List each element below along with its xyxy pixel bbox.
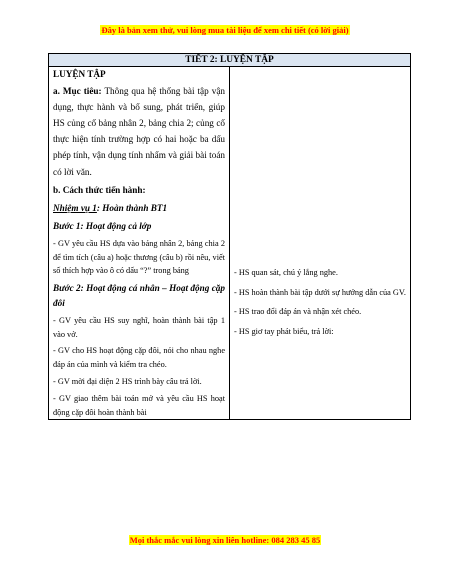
step2-title: Bước 2: Hoạt động cá nhân – Hoạt động cặp đôi bbox=[53, 283, 225, 308]
objective-label: a. Mục tiêu: bbox=[53, 85, 102, 96]
student-activity-cell bbox=[230, 67, 411, 420]
hotline-banner bbox=[0, 535, 450, 545]
table-row bbox=[49, 67, 411, 420]
student-activity-item: - HS quan sát, chú ý lắng nghe. bbox=[234, 268, 338, 277]
step2-item: - GV giao thêm bài toán mở và yêu cầu HS hoạt động cặp đôi hoàn thành bài bbox=[53, 394, 225, 417]
teacher-activity-cell bbox=[49, 67, 230, 420]
student-activity-item: - HS trao đổi đáp án và nhận xét chéo. bbox=[234, 307, 362, 317]
step2-item: - GV mời đại diện 2 HS trình bày câu trả lời. bbox=[53, 377, 202, 387]
section-title: LUYỆN TẬP bbox=[53, 69, 106, 79]
student-activity-item: - HS giơ tay phát biểu, trả lời: bbox=[234, 326, 334, 336]
step2-item: - GV cho HS hoạt động cặp đôi, nói cho nhau nghe đáp án của mình và kiểm tra chéo. bbox=[53, 346, 225, 370]
objective-text: Thông qua hệ thống bài tập vận dụng, thực hành và bổ sung, phát triển, giúp HS củng cố bảng nhân 2, bảng chia 2; củng cố thực hiện tính trường hợp có hai hoặc ba dấu phép tính, vận dụng tính nhẩm và giải bài toán có lời văn. bbox=[53, 85, 225, 177]
table-header-row bbox=[49, 54, 411, 67]
task-text: : Hoàn thành BT1 bbox=[96, 203, 168, 214]
task-heading bbox=[53, 201, 225, 216]
step2-item: - GV yêu cầu HS suy nghĩ, hoàn thành bài tập 1 vào vở. bbox=[53, 315, 225, 339]
task-label: Nhiệm vụ 1 bbox=[53, 203, 97, 214]
method-label: b. Cách thức tiến hành: bbox=[53, 185, 146, 196]
preview-notice-banner bbox=[0, 25, 450, 35]
lesson-title: TIẾT 2: LUYỆN TẬP bbox=[49, 54, 411, 67]
step1-title: Bước 1: Hoạt động cả lớp bbox=[53, 221, 152, 232]
lesson-table bbox=[48, 53, 411, 420]
hotline-text: Mọi thắc mắc vui lòng xin liên hotline: 084 283 45 85 bbox=[129, 535, 321, 545]
preview-notice-text: Đây là bản xem thử, vui lòng mua tài liệu để xem chi tiết (có lời giải) bbox=[101, 25, 349, 35]
step1-text: - GV yêu cầu HS dựa vào bảng nhân 2, bảng chia 2 để tìm tích (câu a) hoặc thương (câu b) rồi nêu, viết số thích hợp vào ô có dấu “?” trong bảng bbox=[53, 239, 225, 276]
objective-paragraph bbox=[53, 83, 225, 180]
student-activity-item: - HS hoàn thành bài tập dưới sự hướng dẫn của GV. bbox=[234, 287, 406, 297]
